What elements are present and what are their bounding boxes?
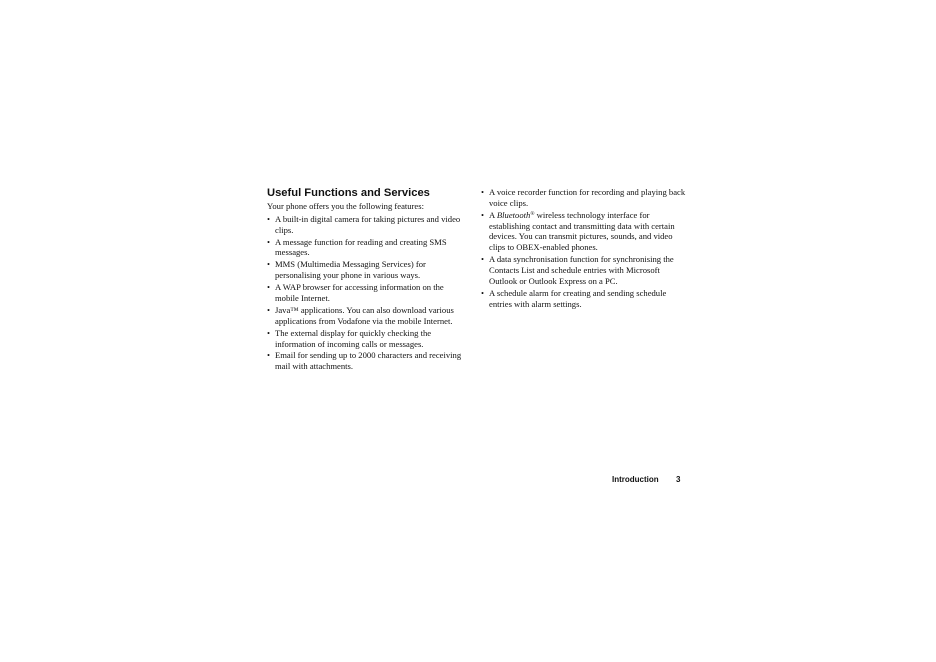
section-title: Useful Functions and Services	[267, 187, 430, 199]
bullet-icon: •	[267, 282, 271, 293]
bullet-icon: •	[267, 350, 271, 361]
feature-list-left	[267, 214, 467, 372]
list-item	[267, 237, 467, 259]
footer-section-name: Introduction	[612, 475, 659, 484]
list-item-text: wireless technology interface for establishing contact and transmitting data with certain devices. You can transmit pictures, sounds, and video clips to OBEX-enabled phones.	[489, 209, 675, 253]
feature-list-right	[481, 187, 686, 309]
list-item-text: A message function for reading and creating SMS messages.	[275, 236, 447, 258]
bluetooth-prefix: A	[489, 209, 497, 220]
list-item-text: Email for sending up to 2000 characters and receiving mail with attachments.	[275, 350, 462, 372]
bullet-icon: •	[267, 236, 271, 247]
bullet-icon: •	[267, 327, 271, 338]
bullet-icon: •	[481, 187, 485, 197]
bullet-icon: •	[267, 259, 271, 270]
list-item	[267, 328, 467, 350]
left-column	[267, 186, 467, 373]
list-item	[481, 210, 686, 253]
list-item	[481, 254, 686, 286]
list-item-text: The external display for quickly checking the information of incoming calls or messages.	[275, 327, 432, 349]
list-item-text: A data synchronisation function for synchronising the Contacts List and schedule entries with Microsoft Outlook or Outlook Express on a PC.	[489, 254, 674, 286]
bullet-icon: •	[481, 209, 485, 220]
right-column	[481, 187, 686, 311]
list-item	[267, 350, 467, 372]
list-item	[267, 214, 467, 236]
list-item-text: A voice recorder function for recording and playing back voice clips.	[489, 187, 686, 208]
list-item	[481, 187, 686, 209]
intro-text: Your phone offers you the following features:	[267, 201, 424, 211]
bullet-icon: •	[267, 304, 271, 315]
list-item	[481, 288, 686, 310]
bullet-icon: •	[481, 254, 485, 265]
bullet-icon: •	[481, 287, 485, 298]
registered-mark: ®	[530, 210, 535, 217]
bullet-icon: •	[267, 213, 271, 224]
list-item-text: Java™ applications. You can also download various applications from Vodafone via the mobile Internet.	[275, 304, 454, 326]
list-item-text: A schedule alarm for creating and sending schedule entries with alarm settings.	[489, 287, 667, 309]
page-number: 3	[676, 475, 681, 484]
list-item-text: A WAP browser for accessing information on the mobile Internet.	[275, 282, 444, 303]
page-footer	[612, 474, 681, 485]
list-item	[267, 305, 467, 327]
list-item	[267, 259, 467, 281]
list-item-text: MMS (Multimedia Messaging Services) for personalising your phone in various ways.	[275, 259, 426, 281]
list-item-text: A built-in digital camera for taking pictures and video clips.	[275, 213, 461, 235]
list-item	[267, 282, 467, 304]
bluetooth-name: Bluetooth	[496, 209, 531, 220]
